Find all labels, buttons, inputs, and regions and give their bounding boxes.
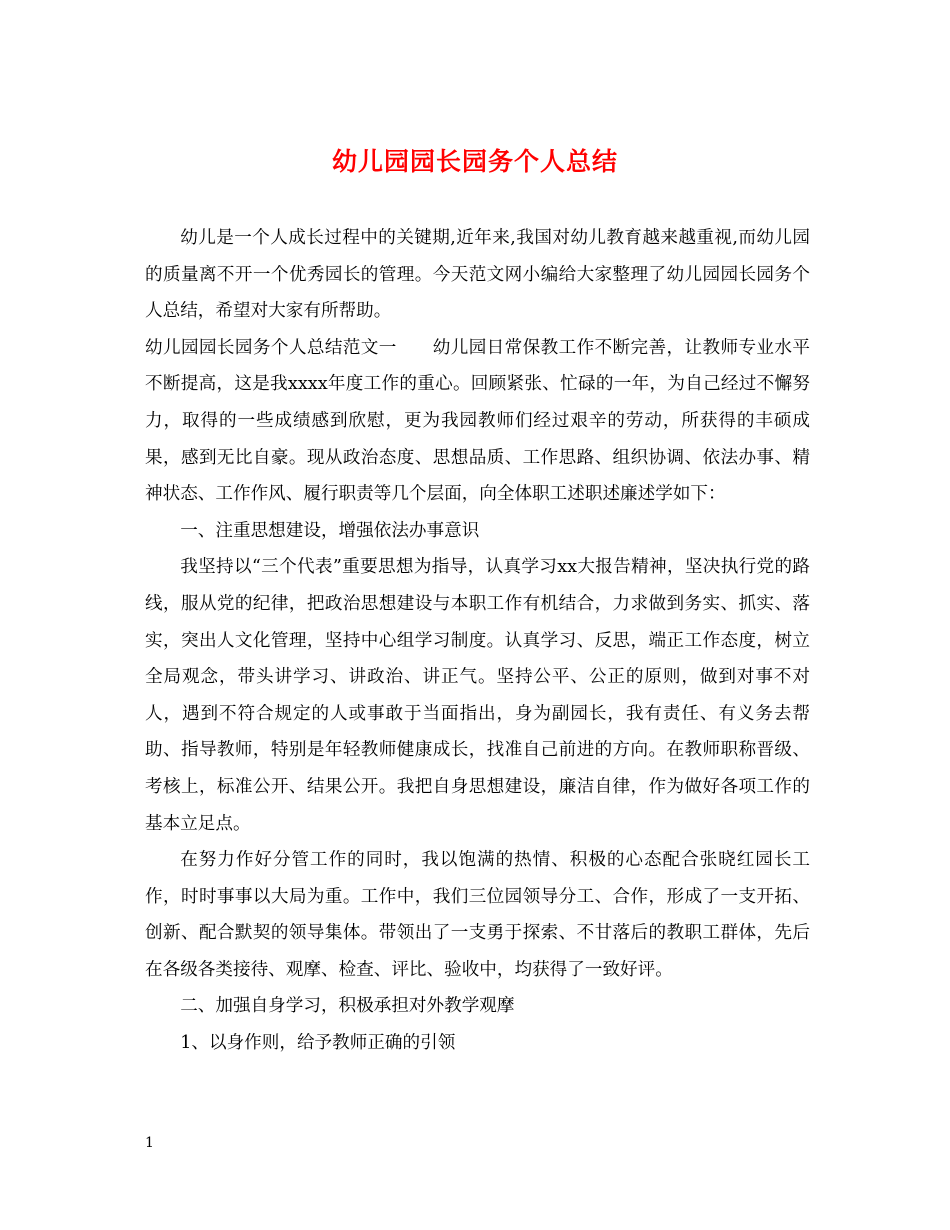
paragraph-sample-heading: 幼儿园园长园务个人总结范文一 幼儿园日常保教工作不断完善，让教师专业水平不断提高，这是我xxxx年度工作的重心。回顾紧张、忙碌的一年，为自己经过不懈努力，取得的一些成绩感到欣慰，更为我园教师们经过艰辛的劳动，所获得的丰硕成果，感到无比自豪。现从政治态度、思想品质、工作思路、组织协调、依法办事、精神状态、工作作风、履行职责等几个层面，向全体职工述职述廉述学如下： — [145, 337, 810, 505]
subsection-heading-1: 1、以身作则，给予教师正确的引领 — [180, 1033, 456, 1054]
paragraph-ideology: 我坚持以“三个代表”重要思想为指导，认真学习xx大报告精神，坚决执行党的路线，服从党的纪律，把政治思想建设与本职工作有机结合，力求做到务实、抓实、落实，突出人文化管理，坚持中心组学习制度。认真学习、反思，端正工作态度，树立全局观念，带头讲学习、讲政治、讲正气。坚持公平、公正的原则，做到对事不对人，遇到不符合规定的人或事敢于当面指出，身为副园长，我有责任、有义务去帮助、指导教师，特别是年轻教师健康成长，找准自己前进的方向。在教师职称晋级、考核上，标准公开、结果公开。我把自身思想建设，廉洁自律，作为做好各项工作的基本立足点。 — [145, 557, 810, 834]
document-title: 幼儿园园长园务个人总结 — [331, 147, 618, 176]
section-heading-2: 二、加强自身学习，积极承担对外教学观摩 — [180, 996, 515, 1017]
paragraph-intro: 幼儿是一个人成长过程中的关键期,近年来,我国对幼儿教育越来越重视,而幼儿园的质量离不开一个优秀园长的管理。今天范文网小编给大家整理了幼儿园园长园务个人总结，希望对大家有所帮助。 — [145, 228, 810, 322]
document-body — [145, 220, 810, 1062]
paragraph-cooperation: 在努力作好分管工作的同时，我以饱满的热情、积极的心态配合张晓红园长工作，时时事事以大局为重。工作中，我们三位园领导分工、合作，形成了一支开拓、创新、配合默契的领导集体。带领出了一支勇于探索、不甘落后的教职工群体，先后在各级各类接待、观摩、检查、评比、验收中，均获得了一致好评。 — [145, 850, 810, 980]
section-heading-1: 一、注重思想建设，增强依法办事意识 — [180, 520, 480, 541]
page-number: 1 — [145, 1135, 154, 1151]
